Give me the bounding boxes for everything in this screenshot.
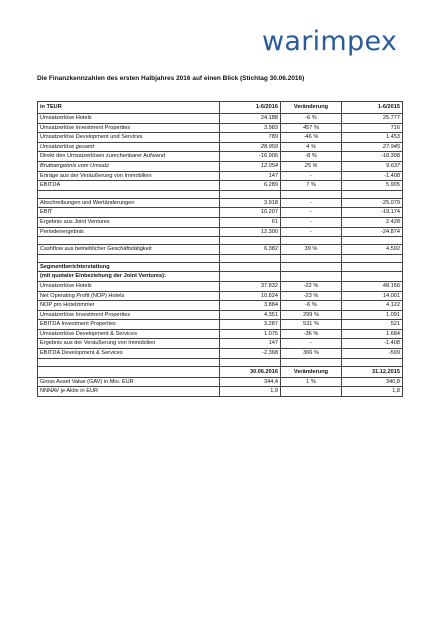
row-value-change: 299 % bbox=[281, 310, 342, 320]
table-row bbox=[38, 161, 403, 171]
row-value-current: 3.884 bbox=[220, 301, 281, 311]
spacer-row bbox=[38, 237, 403, 245]
header-label: in TEUR bbox=[38, 102, 220, 114]
spacer-row bbox=[38, 358, 403, 366]
table-row bbox=[38, 142, 403, 152]
row-value-previous: -25.079 bbox=[342, 198, 403, 208]
row-value-current: 344,4 bbox=[220, 377, 281, 387]
row-value-current: 10.824 bbox=[220, 291, 281, 301]
table-row bbox=[38, 198, 403, 208]
row-value-current: 28.959 bbox=[220, 142, 281, 152]
header-col-change: Veränderung bbox=[281, 102, 342, 114]
table-row bbox=[38, 377, 403, 387]
header-col-previous: 1-6/2015 bbox=[342, 102, 403, 114]
table-row bbox=[38, 291, 403, 301]
row-value-previous: -509 bbox=[342, 349, 403, 359]
row-value-previous: 5.905 bbox=[342, 181, 403, 191]
table-row bbox=[38, 245, 403, 255]
table-row bbox=[38, 171, 403, 181]
segment-title: Segmentberichterstattung bbox=[38, 262, 220, 272]
table-row bbox=[38, 329, 403, 339]
row-value-current: 37.832 bbox=[220, 281, 281, 291]
row-value-change: -46 % bbox=[281, 133, 342, 143]
row-value-previous: 716 bbox=[342, 123, 403, 133]
row-value-change: 366 % bbox=[281, 349, 342, 359]
row-value-current: 1.075 bbox=[220, 329, 281, 339]
row-value-current: 147 bbox=[220, 339, 281, 349]
row-value-change: -23 % bbox=[281, 291, 342, 301]
row-label: NOP pro Hotelzimmer bbox=[38, 301, 220, 311]
row-label: Direkt den Umsatzerlösen zurechenbarer Aufwand bbox=[38, 152, 220, 162]
spacer-row bbox=[38, 190, 403, 198]
table-row bbox=[38, 320, 403, 330]
warimpex-logo: warimpex bbox=[262, 26, 398, 57]
row-value-change: 25 % bbox=[281, 161, 342, 171]
row-value-change: 457 % bbox=[281, 123, 342, 133]
segment-subtitle: (mit quotaler Einbeziehung der Joint Ventures): bbox=[38, 272, 220, 282]
row-value-current: -16.906 bbox=[220, 152, 281, 162]
header-col-current: 30.06.2016 bbox=[220, 366, 281, 377]
row-value-change: 7 % bbox=[281, 181, 342, 191]
row-value-previous: 27.945 bbox=[342, 142, 403, 152]
row-value-current: 789 bbox=[220, 133, 281, 143]
row-value-previous: -1.408 bbox=[342, 171, 403, 181]
row-value-current: 147 bbox=[220, 171, 281, 181]
table-header-row bbox=[38, 366, 403, 377]
table-row bbox=[38, 152, 403, 162]
row-value-change: 4 % bbox=[281, 142, 342, 152]
row-value-current: 61 bbox=[220, 217, 281, 227]
row-label: EBITDA Development & Services bbox=[38, 349, 220, 359]
row-label: Ergebnis aus der Veräußerung von Immobilien bbox=[38, 339, 220, 349]
row-label: Umsatzerlöse Investment Properties bbox=[38, 123, 220, 133]
row-value-previous: 1.453 bbox=[342, 133, 403, 143]
row-value-current: 3.918 bbox=[220, 198, 281, 208]
segment-subtitle-row bbox=[38, 272, 403, 282]
row-value-change: -22 % bbox=[281, 281, 342, 291]
row-label: Umsatzerlöse gesamt bbox=[38, 142, 220, 152]
row-value-previous: -18.308 bbox=[342, 152, 403, 162]
header-col-previous: 31.12.2015 bbox=[342, 366, 403, 377]
table-row bbox=[38, 208, 403, 218]
row-value-current: 10.207 bbox=[220, 208, 281, 218]
row-label: EBITDA Investment Properties bbox=[38, 320, 220, 330]
row-value-change: -6 % bbox=[281, 301, 342, 311]
row-value-change: - bbox=[281, 339, 342, 349]
row-value-previous: -24.874 bbox=[342, 227, 403, 237]
table-row bbox=[38, 301, 403, 311]
table-row bbox=[38, 114, 403, 124]
row-value-current: 12.054 bbox=[220, 161, 281, 171]
segment-title-row bbox=[38, 262, 403, 272]
row-value-previous: -19.174 bbox=[342, 208, 403, 218]
row-value-change: - bbox=[281, 227, 342, 237]
table-row bbox=[38, 227, 403, 237]
row-value-previous: 48.156 bbox=[342, 281, 403, 291]
row-value-change: 39 % bbox=[281, 245, 342, 255]
row-value-current: 4.351 bbox=[220, 310, 281, 320]
row-label: Umsatzerlöse Development & Services bbox=[38, 329, 220, 339]
row-value-current: 1,9 bbox=[220, 387, 281, 397]
row-value-previous: 25.777 bbox=[342, 114, 403, 124]
row-value-current: 6.382 bbox=[220, 245, 281, 255]
row-value-change: 1 % bbox=[281, 377, 342, 387]
row-label: NNNAV je Aktie in EUR bbox=[38, 387, 220, 397]
row-value-change: - bbox=[281, 171, 342, 181]
row-value-change: -36 % bbox=[281, 329, 342, 339]
row-label: Umsatzerlöse Hotels bbox=[38, 281, 220, 291]
row-value-current: 6.289 bbox=[220, 181, 281, 191]
row-value-change: 531 % bbox=[281, 320, 342, 330]
spacer-row bbox=[38, 254, 403, 262]
row-value-previous: 1.091 bbox=[342, 310, 403, 320]
row-label: EBITDA bbox=[38, 181, 220, 191]
table-row bbox=[38, 217, 403, 227]
row-value-previous: 1.684 bbox=[342, 329, 403, 339]
row-value-change: -6 % bbox=[281, 114, 342, 124]
row-label: Ergebnis aus Joint Ventures bbox=[38, 217, 220, 227]
table-row bbox=[38, 281, 403, 291]
table-row bbox=[38, 310, 403, 320]
table-row bbox=[38, 133, 403, 143]
table-row bbox=[38, 123, 403, 133]
row-label: Erträge aus der Veräußerung von Immobilien bbox=[38, 171, 220, 181]
table-row bbox=[38, 181, 403, 191]
row-value-previous: 340,8 bbox=[342, 377, 403, 387]
row-label: Net Operating Profit (NOP) Hotels bbox=[38, 291, 220, 301]
financial-table bbox=[37, 101, 403, 397]
row-value-current: 24.188 bbox=[220, 114, 281, 124]
header-label bbox=[38, 366, 220, 377]
row-value-previous: 4.592 bbox=[342, 245, 403, 255]
row-label: Umsatzerlöse Hotels bbox=[38, 114, 220, 124]
row-label: Cashflow aus betrieblicher Geschäftstätigkeit bbox=[38, 245, 220, 255]
row-value-previous: 1,8 bbox=[342, 387, 403, 397]
row-value-current: -2.368 bbox=[220, 349, 281, 359]
row-label: Bruttoergebnis vom Umsatz bbox=[38, 161, 220, 171]
table-header-row bbox=[38, 102, 403, 114]
row-value-previous: 2.428 bbox=[342, 217, 403, 227]
row-label: EBIT bbox=[38, 208, 220, 218]
row-label: Periodenergebnis bbox=[38, 227, 220, 237]
row-value-previous: 4.122 bbox=[342, 301, 403, 311]
row-value-previous: 14.001 bbox=[342, 291, 403, 301]
table-row bbox=[38, 349, 403, 359]
row-value-change: -8 % bbox=[281, 152, 342, 162]
row-value-change bbox=[281, 387, 342, 397]
row-label: Gross Asset Value (GAV) in Mio. EUR bbox=[38, 377, 220, 387]
row-value-current: 3.287 bbox=[220, 320, 281, 330]
header-col-current: 1-6/2016 bbox=[220, 102, 281, 114]
row-value-current: 12.300 bbox=[220, 227, 281, 237]
row-value-current: 3.983 bbox=[220, 123, 281, 133]
page-title: Die Finanzkennzahlen des ersten Halbjahres 2016 auf einen Blick (Stichtag 30.06.2016) bbox=[37, 75, 305, 82]
row-value-previous: -1.408 bbox=[342, 339, 403, 349]
row-value-previous: 521 bbox=[342, 320, 403, 330]
header-col-change: Veränderung bbox=[281, 366, 342, 377]
row-label: Umsatzerlöse Development und Services bbox=[38, 133, 220, 143]
row-label: Abschreibungen und Wertänderungen bbox=[38, 198, 220, 208]
row-value-change: - bbox=[281, 208, 342, 218]
row-value-change: - bbox=[281, 217, 342, 227]
row-label: Umsatzerlöse Investment Properties bbox=[38, 310, 220, 320]
table-row bbox=[38, 339, 403, 349]
row-value-change: - bbox=[281, 198, 342, 208]
table-row bbox=[38, 387, 403, 397]
row-value-previous: 9.637 bbox=[342, 161, 403, 171]
